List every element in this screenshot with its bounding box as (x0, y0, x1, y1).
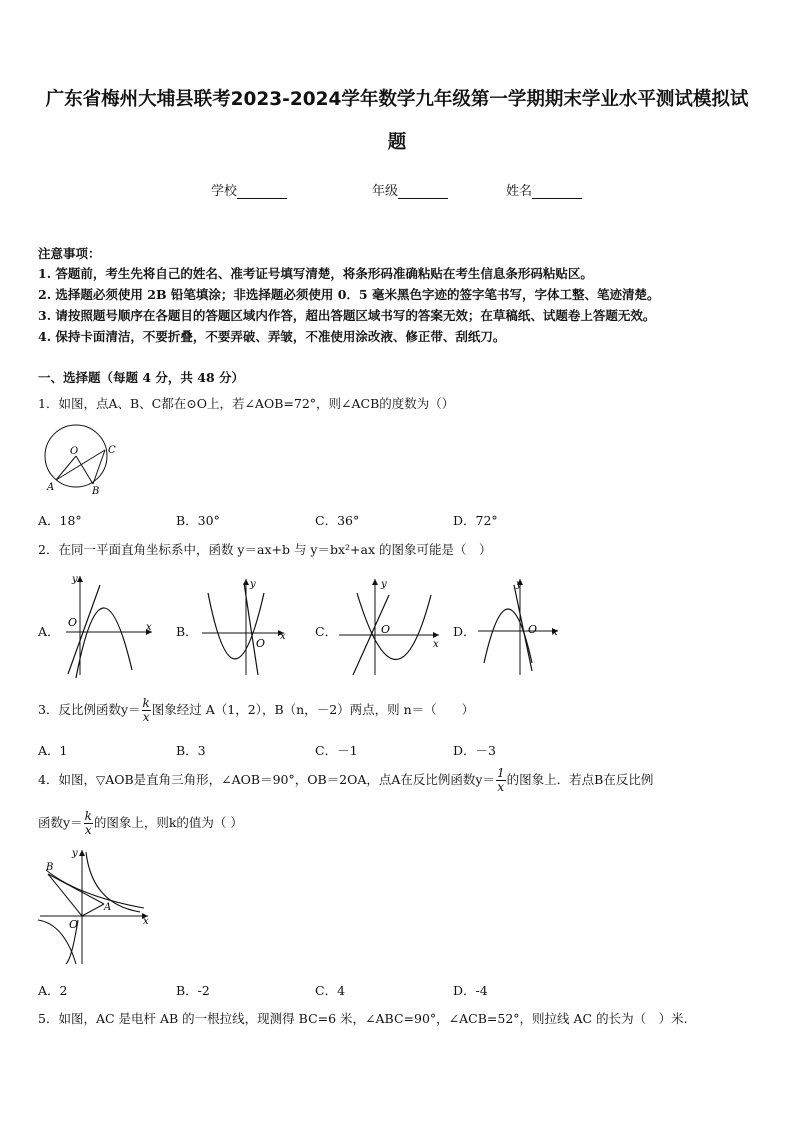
svg-text:O: O (69, 918, 79, 931)
svg-text:y: y (250, 579, 256, 590)
q1-option-d: D．72° (453, 513, 498, 528)
q3-option-d: D．－3 (453, 743, 496, 758)
question-4-line-2: 函数y＝ $\frac{k}{x}$ 的图象上，则k的值为（ ） (38, 809, 243, 837)
fraction-k-over-x: $\frac{k}{x}$ (142, 696, 150, 724)
question-2-text: 2．在同一平面直角坐标系中，函数 y＝ax+b 与 y＝bx²+ax 的图象可能是（ ） (38, 542, 492, 557)
label-C: C (108, 445, 116, 456)
label-B: B (92, 486, 100, 496)
q4-option-b: B．-2 (176, 983, 210, 998)
question-4-line-1: 4．如图，▽AOB是直角三角形，∠AOB＝90°，OB＝2OA，点A在反比例函数y＝ $\frac{1}{x}$ 的图象上．若点B在反比例 (38, 766, 654, 794)
page-title: 广东省梅州大埔县联考2023-2024学年数学九年级第一学期期末学业水平测试模拟试 (45, 89, 749, 110)
notice-heading: 注意事项： (38, 246, 101, 261)
svg-text:x: x (280, 631, 286, 642)
q2-option-b: B． (176, 624, 198, 639)
notice-item: 3. 请按照题号顺序在各题目的答题区域内作答，超出答题区域书写的答案无效；在草稿纸、试题卷上答题无效。 (38, 308, 656, 323)
name-field: 姓名 (506, 180, 582, 199)
svg-text:B: B (46, 862, 54, 873)
svg-text:y: y (381, 579, 387, 590)
q1-option-b: B．30° (176, 513, 220, 528)
notice-item: 2. 选择题必须使用 2B 铅笔填涂；非选择题必须使用 0．5 毫米黑色字迹的签字笔书写，字体工整、笔迹清楚。 (38, 287, 660, 302)
q2-option-d: D． (453, 624, 476, 639)
svg-text:x: x (433, 639, 439, 650)
question-3-text: 3．反比例函数y＝ $\frac{k}{x}$ 图象经过 A（1，2），B（n，－2）两点，则 n＝（ ） (38, 696, 475, 724)
q2-graph-d (474, 575, 564, 680)
q2-graph-b (198, 575, 293, 680)
q2-graph-c (335, 575, 445, 680)
q4-option-c: C．4 (315, 983, 346, 998)
q3-option-a: A．1 (38, 743, 68, 758)
svg-text:O: O (381, 623, 391, 636)
svg-text:x: x (552, 627, 558, 638)
q4-option-d: D．-4 (453, 983, 488, 998)
svg-text:O: O (528, 623, 538, 636)
triangle-symbol-icon: ▽ (95, 773, 106, 787)
school-field: 学校 (211, 180, 287, 199)
label-A: A (47, 482, 55, 493)
name-blank (532, 185, 582, 199)
notice-item: 1. 答题前，考生先将自己的姓名、准考证号填写清楚，将条形码准确粘贴在考生信息条形码粘贴区。 (38, 266, 593, 281)
svg-text:y: y (72, 574, 78, 585)
q1-option-c: C．36° (315, 513, 360, 528)
q2-option-a: A． (38, 624, 60, 639)
svg-text:O: O (68, 616, 78, 629)
grade-blank (398, 185, 448, 199)
svg-text:x: x (146, 622, 152, 633)
q3-option-b: B．3 (176, 743, 206, 758)
svg-text:x: x (143, 916, 149, 927)
svg-text:y: y (72, 848, 78, 859)
grade-field: 年级 (372, 180, 448, 199)
page-title-continued: 题 (387, 132, 407, 153)
q3-option-c: C．－1 (315, 743, 358, 758)
notice-item: 4. 保持卡面清洁，不要折叠，不要弄破、弄皱，不准使用涂改液、修正带、刮纸刀。 (38, 329, 506, 344)
q2-option-c: C． (315, 624, 338, 639)
question-5-text: 5．如图，AC 是电杆 AB 的一根拉线，现测得 BC=6 米，∠ABC=90°，∠ACB=52°，则拉线 AC 的长为（ ）米. (38, 1011, 688, 1026)
q1-option-a: A．18° (38, 513, 82, 528)
question-1-text: 1．如图，点A、B、C都在⊙O上，若∠AOB=72°，则∠ACB的度数为（） (38, 396, 455, 411)
q4-figure (36, 848, 156, 968)
q2-graph-a (60, 570, 158, 680)
svg-text:y: y (516, 579, 522, 590)
school-blank (237, 185, 287, 199)
q1-circle-figure (38, 420, 128, 496)
section-heading: 一、选择题（每题 4 分，共 48 分） (38, 370, 245, 385)
svg-text:O: O (256, 637, 266, 650)
label-O: O (70, 446, 79, 457)
svg-text:A: A (104, 902, 112, 913)
q4-option-a: A．2 (38, 983, 68, 998)
